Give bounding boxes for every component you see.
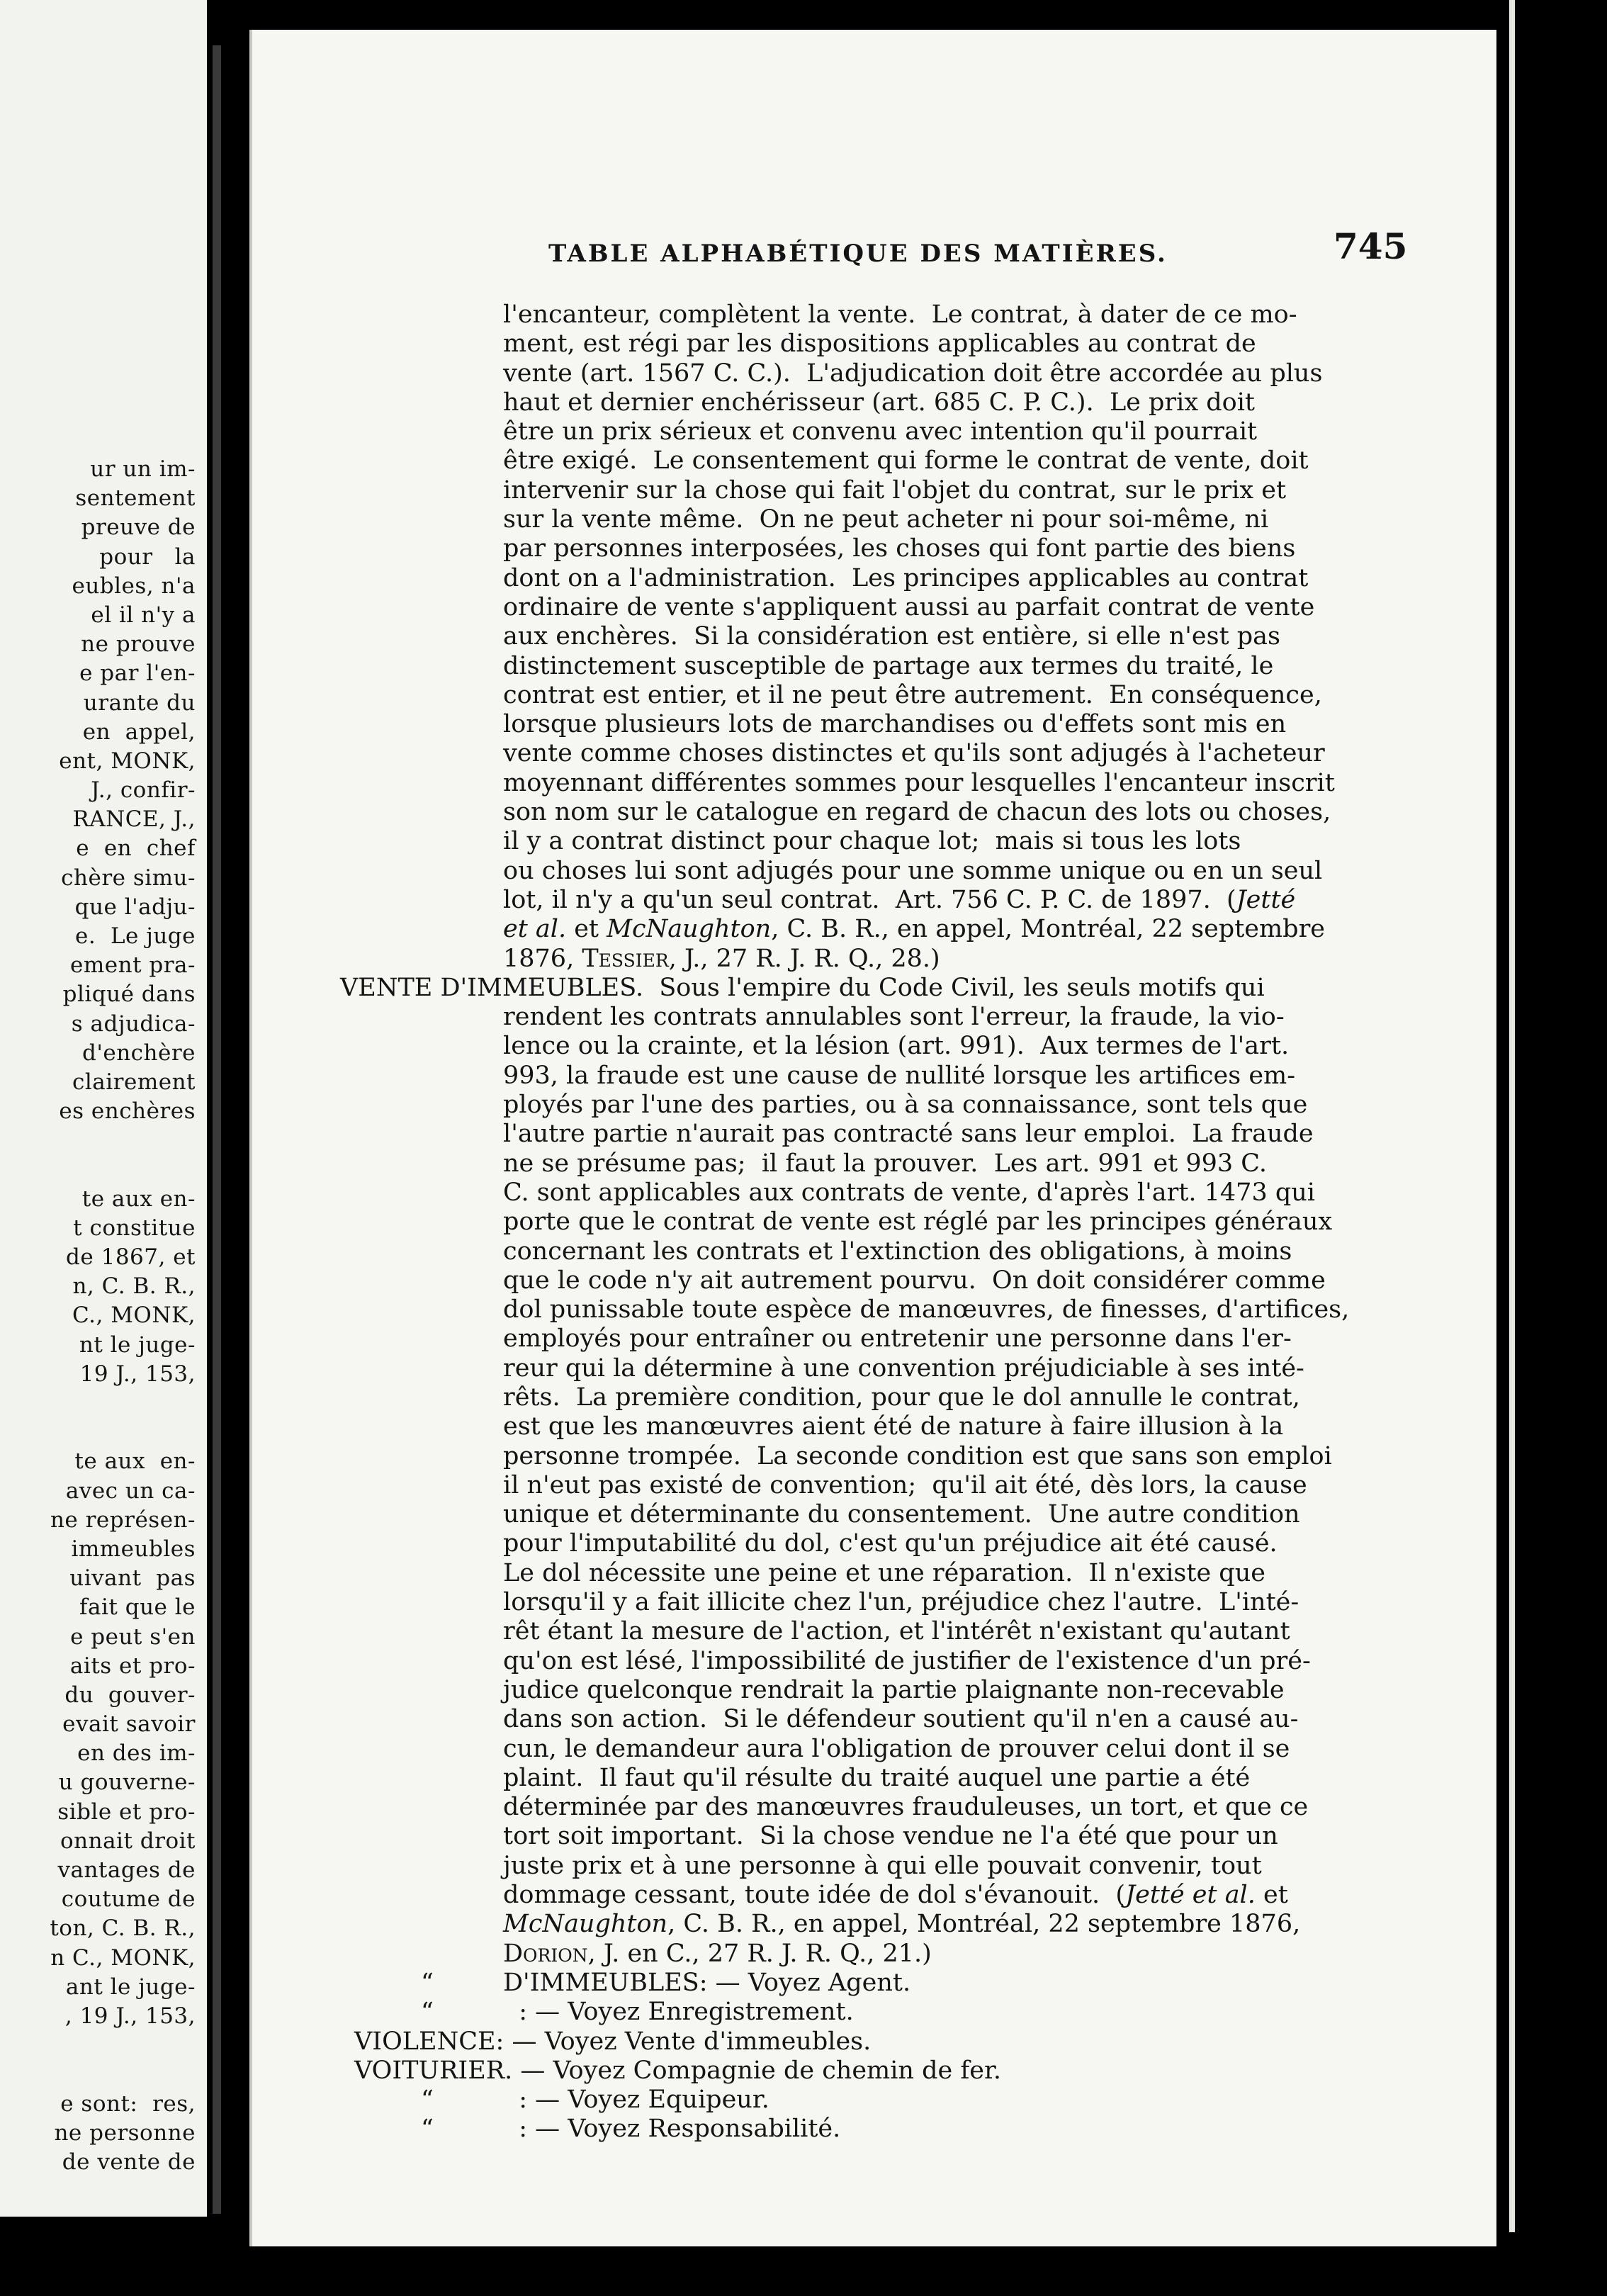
text-fragment: employés pour entraîner ou entretenir une personne dans l'er- xyxy=(503,1324,1292,1354)
text-fragment: dans son action. Si le défendeur soutient qu'il n'en a causé au- xyxy=(503,1705,1299,1734)
citation-italic: et al. xyxy=(503,915,567,944)
text-fragment: tort soit important. Si la chose vendue ne l'a été que pour un xyxy=(503,1822,1278,1851)
text-fragment: haut et dernier enchérisseur (art. 685 C. P. C.). Le prix doit xyxy=(503,388,1255,417)
text-fragment: son nom sur le catalogue en regard de chacun des lots ou choses, xyxy=(503,798,1331,827)
text-fragment: judice quelconque rendrait la partie plaignante non-recevable xyxy=(503,1675,1285,1704)
text-fragment: distinctement susceptible de partage aux termes du traité, le xyxy=(503,651,1274,680)
left-fragment-line: ne représen- xyxy=(50,1507,196,1533)
text-line-content xyxy=(503,1617,1290,1646)
left-fragment-line: el il n'y a xyxy=(91,602,196,628)
text-fragment: personne trompée. La seconde condition est que sans son emploi xyxy=(503,1441,1332,1470)
text-line-content xyxy=(503,886,1295,915)
cross-reference xyxy=(252,2056,1496,2086)
citation-italic: McNaughton xyxy=(607,915,772,944)
text-line-content xyxy=(503,1120,1314,1149)
left-fragment-line: e en chef xyxy=(76,835,196,862)
left-fragment-line xyxy=(50,2031,196,2060)
text-fragment: juste prix et à une personne à qui elle pouvait convenir, tout xyxy=(503,1851,1262,1880)
left-fragment-line: 19 J., 153, xyxy=(79,1361,196,1387)
text-fragment: dommage cessant, toute idée de dol s'évanouit. ( xyxy=(503,1881,1126,1910)
text-line xyxy=(252,1793,1496,1822)
text-fragment: il y a contrat distinct pour chaque lot; mais si tous les lots xyxy=(503,827,1241,856)
ditto-mark: “ xyxy=(421,2086,434,2115)
text-line-content xyxy=(503,1412,1283,1441)
text-line-content xyxy=(503,1062,1295,1091)
left-fragment-line: ur un im- xyxy=(90,456,196,482)
left-fragment-line: J., confir- xyxy=(91,777,196,804)
left-fragment-line xyxy=(50,1389,196,1418)
cross-reference-text: D'IMMEUBLES: — Voyez Agent. xyxy=(503,1968,911,1997)
cross-reference-text: : — Voyez Equipeur. xyxy=(503,2086,769,2115)
text-line xyxy=(252,886,1496,915)
text-line-content xyxy=(503,1091,1307,1120)
text-fragment: 993, la fraude est une cause de nullité lorsque les artifices em- xyxy=(503,1061,1296,1090)
entry-heading-line xyxy=(252,974,1496,1003)
left-fragment-line: pour la xyxy=(99,544,196,570)
text-line-content xyxy=(503,769,1335,798)
text-fragment: rêt étant la mesure de l'action, et l'intérêt n'existant qu'autant xyxy=(503,1617,1290,1646)
text-line xyxy=(252,1032,1496,1061)
text-line-content xyxy=(503,359,1322,388)
left-fragment-line: onnait droit xyxy=(60,1828,196,1854)
text-line-content xyxy=(503,446,1309,475)
text-line-content xyxy=(503,739,1325,768)
text-line xyxy=(252,1412,1496,1441)
text-line-content xyxy=(503,1822,1278,1851)
cross-reference xyxy=(252,1969,1496,1998)
text-line xyxy=(252,652,1496,681)
text-line-content xyxy=(503,1442,1332,1471)
text-fragment: être un prix sérieux et convenu avec intention qu'il pourrait xyxy=(503,417,1258,446)
text-line-content xyxy=(503,1383,1300,1412)
text-line-content xyxy=(503,1003,1285,1032)
text-line xyxy=(252,1295,1496,1324)
text-line-content xyxy=(503,1178,1315,1208)
text-line-content xyxy=(503,1588,1299,1617)
text-fragment: ne se présume pas; il faut la prouver. Les art. 991 et 993 C. xyxy=(503,1149,1267,1178)
left-fragment-line: uivant pas xyxy=(69,1565,196,1592)
entry-heading: VENTE D'IMMEUBLES. xyxy=(340,973,644,1002)
text-line xyxy=(252,593,1496,622)
text-line xyxy=(252,1120,1496,1149)
text-line xyxy=(252,1910,1496,1939)
text-line xyxy=(252,505,1496,534)
text-fragment: ment, est régi par les dispositions applicables au contrat de xyxy=(503,330,1256,359)
citation-text: , C. B. R., en appel, Montréal, 22 septembre 1876, xyxy=(667,1910,1301,1939)
left-fragment-line: urante du xyxy=(83,690,196,716)
text-line xyxy=(252,476,1496,505)
text-line-content xyxy=(503,1852,1262,1881)
text-line-content xyxy=(503,1295,1349,1324)
text-fragment: lorsque plusieurs lots de marchandises ou d'effets sont mis en xyxy=(503,710,1287,739)
left-fragment-line: RANCE, J., xyxy=(72,806,196,833)
text-line xyxy=(252,769,1496,798)
text-line xyxy=(252,1324,1496,1354)
text-line xyxy=(252,710,1496,739)
text-line-content xyxy=(503,681,1322,710)
citation-italic: Jetté et al. xyxy=(1125,1881,1256,1910)
text-line xyxy=(252,798,1496,827)
ditto-mark: “ xyxy=(421,1968,434,1997)
text-line-content xyxy=(503,1500,1300,1529)
text-fragment: moyennant différentes sommes pour lesquelles l'encanteur inscrit xyxy=(503,768,1335,797)
text-fragment: lot, il n'y a qu'un seul contrat. Art. 756 C. P. C. de 1897. ( xyxy=(503,885,1236,914)
text-line xyxy=(252,1500,1496,1529)
text-line xyxy=(252,1471,1496,1500)
text-fragment: par personnes interposées, les choses qui font partie des biens xyxy=(503,534,1296,563)
text-line-content xyxy=(503,1793,1308,1822)
text-fragment: dont on a l'administration. Les principes applicables au contrat xyxy=(503,563,1309,592)
text-fragment: concernant les contrats et l'extinction des obligations, à moins xyxy=(503,1237,1292,1266)
text-fragment: il n'eut pas existé de convention; qu'il ait été, dès lors, la cause xyxy=(503,1470,1307,1499)
text-line-content xyxy=(503,593,1314,622)
left-fragment-line: immeubles xyxy=(71,1536,196,1562)
citation-text: , J. en C., 27 R. J. R. Q., 21.) xyxy=(587,1939,932,1968)
text-fragment: reur qui la détermine à une convention préjudiciable à ses inté- xyxy=(503,1354,1304,1383)
text-line-content xyxy=(503,1237,1292,1266)
left-fragment-line: en appel, xyxy=(82,719,196,745)
left-fragment-line: fait que le xyxy=(79,1594,196,1621)
text-line xyxy=(252,1442,1496,1471)
text-line xyxy=(252,1705,1496,1734)
left-fragment-line: nt le juge- xyxy=(79,1332,196,1358)
text-fragment: qu'on est lésé, l'impossibilité de justifier de l'existence d'un pré- xyxy=(503,1646,1311,1675)
text-line xyxy=(252,359,1496,388)
left-fragment-line: u gouverne- xyxy=(58,1769,196,1796)
text-fragment: pour l'imputabilité du dol, c'est qu'un préjudice ait été causé. xyxy=(503,1529,1278,1558)
text-line xyxy=(252,915,1496,944)
left-fragment-line: sible et pro- xyxy=(57,1799,196,1825)
left-fragment-line: e peut s'en xyxy=(70,1623,196,1650)
text-line xyxy=(252,1735,1496,1764)
gutter-shadow xyxy=(213,45,221,2214)
text-line-content xyxy=(503,857,1322,886)
left-fragment-line: e. Le juge xyxy=(75,923,196,949)
text-line-content xyxy=(503,564,1308,593)
text-line xyxy=(252,622,1496,651)
text-fragment: unique et déterminante du consentement. Une autre condition xyxy=(503,1500,1300,1529)
cross-reference-text: VIOLENCE: — Voyez Vente d'immeubles. xyxy=(354,2027,872,2056)
text-line-content xyxy=(503,1354,1304,1383)
page-header xyxy=(252,197,1496,268)
left-fragment-line: que l'adju- xyxy=(74,894,196,920)
text-line-content xyxy=(503,1647,1311,1676)
left-fragment-line: avec un ca- xyxy=(65,1478,196,1504)
text-line xyxy=(252,1062,1496,1091)
cross-references xyxy=(252,1969,1496,2144)
body-text xyxy=(252,300,1496,2144)
text-fragment: porte que le contrat de vente est réglé par les principes généraux xyxy=(503,1208,1333,1237)
citation-text: et xyxy=(1255,1881,1288,1910)
page-number: 745 xyxy=(1333,225,1408,267)
left-fragment-line: ement pra- xyxy=(70,952,196,979)
cross-reference xyxy=(252,2027,1496,2056)
text-line xyxy=(252,1764,1496,1793)
text-line xyxy=(252,388,1496,417)
right-page xyxy=(249,30,1496,2246)
text-fragment: être exigé. Le consentement qui forme le contrat de vente, doit xyxy=(503,446,1309,475)
left-fragment-line: es enchères xyxy=(59,1098,196,1125)
text-line-content xyxy=(503,1559,1265,1588)
text-fragment: lorsqu'il y a fait illicite chez l'un, préjudice chez l'autre. L'inté- xyxy=(503,1588,1299,1617)
text-line xyxy=(252,1149,1496,1178)
text-line xyxy=(252,446,1496,475)
cross-reference-text: : — Voyez Enregistrement. xyxy=(503,1998,854,2027)
text-line xyxy=(252,1588,1496,1617)
left-fragment-line: te aux en- xyxy=(81,1186,196,1212)
left-fragment-line: s adjudica- xyxy=(71,1011,196,1037)
text-line xyxy=(252,1940,1496,1969)
text-line-content xyxy=(503,1764,1250,1793)
left-fragment-line: ent, MONK, xyxy=(59,748,196,774)
text-fragment: vente comme choses distinctes et qu'ils sont adjugés à l'acheteur xyxy=(503,739,1325,768)
text-line-content xyxy=(503,1208,1332,1237)
text-fragment: cun, le demandeur aura l'obligation de prouver celui dont il se xyxy=(503,1734,1290,1763)
text-line xyxy=(252,1647,1496,1676)
left-fragment-line: C., MONK, xyxy=(72,1302,196,1329)
text-fragment: vente (art. 1567 C. C.). L'adjudication doit être accordée au plus xyxy=(503,359,1323,388)
left-fragment-line: ton, C. B. R., xyxy=(50,1915,196,1942)
text-fragment: ou choses lui sont adjugés pour une somme unique ou en un seul xyxy=(503,856,1323,885)
cross-reference xyxy=(252,2086,1496,2115)
text-fragment: plaint. Il faut qu'il résulte du traité auquel une partie a été xyxy=(503,1763,1251,1792)
text-line xyxy=(252,681,1496,710)
left-fragment-line xyxy=(50,1156,196,1185)
left-fragment-line: ne prouve xyxy=(81,631,196,658)
text-fragment: rêts. La première condition, pour que le dol annulle le contrat, xyxy=(503,1383,1300,1412)
left-fragment-line: de 1867, et xyxy=(66,1244,196,1271)
cross-reference-text: : — Voyez Responsabilité. xyxy=(503,2115,841,2144)
judge-name: Dorion xyxy=(503,1939,588,1968)
text-line xyxy=(252,945,1496,974)
text-line xyxy=(252,1178,1496,1208)
left-fragment-line: d'enchère xyxy=(81,1040,196,1066)
text-line-content xyxy=(503,798,1331,827)
text-line xyxy=(252,1208,1496,1237)
left-fragment-line: t constitue xyxy=(73,1215,196,1241)
text-line-content xyxy=(503,534,1295,563)
text-line-content xyxy=(503,388,1255,417)
ditto-mark: “ xyxy=(421,1998,434,2027)
text-line xyxy=(252,1003,1496,1032)
text-fragment: Le dol nécessite une peine et une réparation. Il n'existe que xyxy=(503,1558,1265,1587)
text-line-content: Sous l'empire du Code Civil, les seuls motifs qui xyxy=(643,973,1265,1002)
left-fragment-line: vantages de xyxy=(57,1857,196,1883)
left-fragment-line: clairement xyxy=(72,1069,196,1095)
text-line-content xyxy=(503,1032,1289,1061)
left-page-text-fragments xyxy=(50,455,196,2177)
left-fragment-line: n, C. B. R., xyxy=(72,1273,196,1300)
left-fragment-line: ne personne xyxy=(54,2120,196,2146)
text-fragment: que le code n'y ait autrement pourvu. On doit considérer comme xyxy=(503,1266,1326,1295)
left-fragment-line: te aux en- xyxy=(74,1448,196,1475)
text-line xyxy=(252,1237,1496,1266)
text-line xyxy=(252,1383,1496,1412)
text-line xyxy=(252,300,1496,330)
left-fragment-line: du gouver- xyxy=(64,1682,196,1708)
text-line-content xyxy=(503,1676,1285,1705)
text-fragment: ployés par l'une des parties, ou à sa connaissance, sont tels que xyxy=(503,1091,1308,1120)
text-fragment: contrat est entier, et il ne peut être autrement. En conséquence, xyxy=(503,680,1322,709)
text-line-content xyxy=(503,1735,1290,1764)
left-fragment-line: evait savoir xyxy=(62,1711,196,1738)
text-line xyxy=(252,1881,1496,1910)
left-page xyxy=(0,0,207,2217)
text-line xyxy=(252,330,1496,359)
paragraph-continuation xyxy=(252,300,1496,915)
text-line-content xyxy=(503,476,1286,505)
text-line-content xyxy=(503,827,1241,856)
text-line-content xyxy=(503,1149,1267,1178)
text-line xyxy=(252,739,1496,768)
text-fragment: C. sont applicables aux contrats de vente, d'après l'art. 1473 qui xyxy=(503,1178,1315,1207)
text-line xyxy=(252,1559,1496,1588)
entry-body xyxy=(252,1003,1496,1910)
left-fragment-line: ant le juge- xyxy=(65,1974,196,2000)
text-fragment: rendent les contrats annulables sont l'erreur, la fraude, la vio- xyxy=(503,1003,1285,1032)
citation-italic: McNaughton xyxy=(503,1910,668,1939)
text-line xyxy=(252,857,1496,886)
left-fragment-line: n C., MONK, xyxy=(50,1945,196,1971)
text-fragment: sur la vente même. On ne peut acheter ni pour soi-même, ni xyxy=(503,505,1269,534)
text-fragment: l'encanteur, complètent la vente. Le contrat, à dater de ce mo- xyxy=(503,300,1297,329)
text-line-content xyxy=(503,1705,1298,1734)
text-fragment: lence ou la crainte, et la lésion (art. 991). Aux termes de l'art. xyxy=(503,1032,1290,1061)
citation-text: 1876, xyxy=(503,944,582,973)
left-fragment-line: chère simu- xyxy=(61,865,196,891)
text-fragment: ordinaire de vente s'appliquent aussi au parfait contrat de vente xyxy=(503,592,1315,621)
cross-reference xyxy=(252,1998,1496,2027)
citation-text: , J., 27 R. J. R. Q., 28.) xyxy=(668,944,940,973)
text-line-content xyxy=(503,417,1257,446)
text-fragment: déterminée par des manœuvres frauduleuses, un tort, et que ce xyxy=(503,1793,1309,1822)
text-line xyxy=(252,1354,1496,1383)
text-fragment: aux enchères. Si la considération est entière, si elle n'est pas xyxy=(503,622,1280,651)
text-line-content xyxy=(503,710,1286,739)
left-fragment-line: pliqué dans xyxy=(62,981,196,1008)
text-line-content xyxy=(503,1471,1307,1500)
text-line xyxy=(252,564,1496,593)
cross-reference xyxy=(252,2115,1496,2144)
text-line-content xyxy=(503,1881,1288,1910)
text-line-content xyxy=(503,622,1280,651)
text-line-content xyxy=(503,1529,1278,1558)
text-line-content xyxy=(503,505,1268,534)
page-edge xyxy=(1509,0,1515,2232)
text-fragment: est que les manœuvres aient été de nature à faire illusion à la xyxy=(503,1412,1284,1441)
left-fragment-line xyxy=(50,1418,196,1447)
text-line-content xyxy=(503,330,1256,359)
text-fragment: l'autre partie n'aurait pas contracté sans leur emploi. La fraude xyxy=(503,1120,1314,1149)
text-line xyxy=(252,1676,1496,1705)
left-fragment-line: preuve de xyxy=(81,514,196,541)
left-fragment-line: , 19 J., 153, xyxy=(64,2003,196,2029)
citation-text: et xyxy=(566,915,607,944)
running-title: TABLE ALPHABÉTIQUE DES MATIÈRES. xyxy=(548,240,1168,268)
text-line-content xyxy=(503,300,1297,330)
text-line xyxy=(252,1091,1496,1120)
left-fragment-line: eubles, n'a xyxy=(72,573,196,599)
left-fragment-line: de vente de xyxy=(62,2149,196,2175)
left-fragment-line: en des im- xyxy=(77,1740,196,1767)
text-fragment: dol punissable toute espèce de manœuvres, de finesses, d'artifices, xyxy=(503,1295,1350,1324)
text-line-content xyxy=(503,1266,1326,1295)
left-fragment-line xyxy=(50,2060,196,2089)
text-line xyxy=(252,534,1496,563)
text-line xyxy=(252,1617,1496,1646)
text-line xyxy=(252,1852,1496,1881)
text-line xyxy=(252,1266,1496,1295)
cross-reference-text: VOITURIER. — Voyez Compagnie de chemin de fer. xyxy=(354,2056,1002,2085)
left-fragment-line: coutume de xyxy=(61,1886,196,1913)
left-fragment-line xyxy=(50,1126,196,1155)
citation-italic: Jetté xyxy=(1236,885,1296,914)
left-fragment-line: e sont: res, xyxy=(60,2090,196,2117)
text-line-content xyxy=(503,1324,1292,1354)
left-fragment-line: aits et pro- xyxy=(69,1653,196,1679)
text-line xyxy=(252,1822,1496,1851)
left-fragment-line: sentement xyxy=(75,485,196,512)
citation-text: , C. B. R., en appel, Montréal, 22 septembre xyxy=(771,915,1326,944)
text-line xyxy=(252,417,1496,446)
text-line-content xyxy=(503,652,1273,681)
text-line xyxy=(252,1529,1496,1558)
judge-name: Tessier xyxy=(582,944,669,973)
left-fragment-line: e par l'en- xyxy=(79,660,196,687)
text-fragment: intervenir sur la chose qui fait l'objet du contrat, sur le prix et xyxy=(503,475,1287,505)
text-line xyxy=(252,827,1496,856)
ditto-mark: “ xyxy=(421,2115,434,2144)
